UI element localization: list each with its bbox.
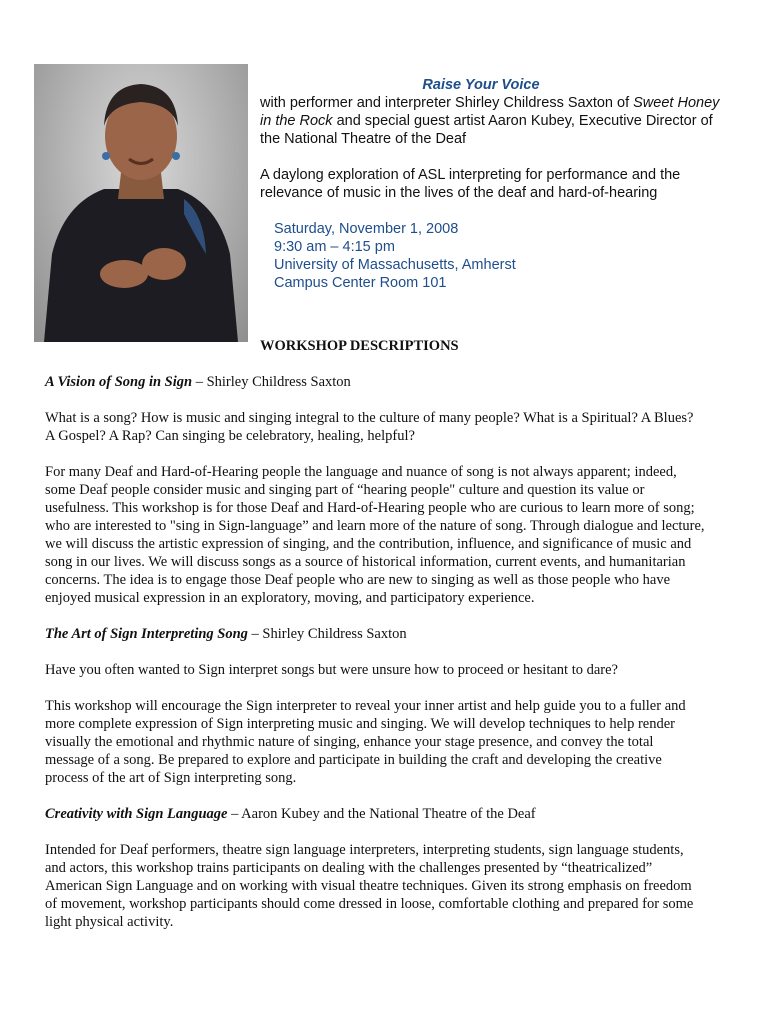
- event-room: Campus Center Room 101: [274, 275, 447, 291]
- event-details: [274, 220, 720, 292]
- workshop-paragraph: For many Deaf and Hard-of-Hearing people the language and nuance of song is not always apparent; indeed, some Deaf people consider music and singing part of “hearing people" culture and question its value or usefulness. This workshop is for those Deaf and Hard-of-Hearing people who are curious to learn more of song; who are interested to "sing in Sign-language” and learn more of the nature of song. Through dialogue and lecture, we will discuss the artistic expression of singing, and the contribution, influence, and significance of music and song in our lives. We will discuss songs as a source of historical information, current events, and humanitarian concerns. The idea is to engage those Deaf people who are new to singing as well as those people who have enjoyed musical expression in an exploratory, moving, and participatory experience.: [45, 464, 705, 606]
- performers-text: with performer and interpreter Shirley Childress Saxton of: [260, 95, 634, 111]
- group-name: Sweet Honey in the Rock: [260, 95, 720, 129]
- workshop-presenter: – Shirley Childress Saxton: [247, 626, 407, 642]
- workshop-descriptions: [45, 373, 705, 949]
- workshop-title: A Vision of Song in Sign: [45, 374, 193, 390]
- guest-text: and special guest artist Aaron Kubey, Executive Director of the National Theatre of the Deaf: [260, 113, 713, 147]
- workshop-heading: [45, 625, 705, 643]
- event-header: [260, 76, 720, 292]
- section-title: WORKSHOP DESCRIPTIONS: [260, 338, 459, 354]
- event-description: A daylong exploration of ASL interpreting for performance and the relevance of music in the lives of the deaf and hard-of-hearing: [260, 167, 681, 201]
- event-time: 9:30 am – 4:15 pm: [274, 239, 395, 255]
- event-date: Saturday, November 1, 2008: [274, 221, 459, 237]
- event-venue: University of Massachusetts, Amherst: [274, 257, 516, 273]
- workshop-paragraph: Intended for Deaf performers, theatre sign language interpreters, interpreting students, sign language students, and actors, this workshop trains participants on dealing with the challenges presented by “theatricalized” American Sign Language and on working with visual theatre techniques. Given its strong emphasis on freedom of movement, workshop participants should come dressed in loose, comfortable clothing and prepared for some light physical activity.: [45, 842, 694, 930]
- workshop-paragraph: Have you often wanted to Sign interpret songs but were unsure how to proceed or hesitant to dare?: [45, 662, 618, 678]
- workshop-presenter: – Shirley Childress Saxton: [192, 374, 351, 390]
- workshop-presenter: – Aaron Kubey and the National Theatre of the Deaf: [227, 806, 536, 822]
- workshop-title: Creativity with Sign Language: [45, 806, 228, 822]
- event-performers: [260, 94, 720, 148]
- workshop-paragraph: What is a song? How is music and singing integral to the culture of many people? What is a Spiritual? A Blues? A Gospel? A Rap? Can singing be celebratory, healing, helpful?: [45, 410, 694, 444]
- workshop-heading: [45, 805, 705, 823]
- performer-portrait-icon: [34, 64, 248, 342]
- workshop-title: The Art of Sign Interpreting Song: [45, 626, 248, 642]
- event-title: Raise Your Voice: [422, 77, 540, 93]
- performer-photo: [34, 64, 248, 342]
- workshop-heading: [45, 373, 705, 391]
- workshop-paragraph: This workshop will encourage the Sign interpreter to reveal your inner artist and help guide you to a fuller and more complete expression of Sign interpreting music and singing. We will develop techniques to help render visually the emotional and rhythmic nature of singing, enhance your stage presence, and convey the total message of a song. Be prepared to explore and participate in building the craft and developing the creative process of the art of Sign interpreting song.: [45, 698, 686, 786]
